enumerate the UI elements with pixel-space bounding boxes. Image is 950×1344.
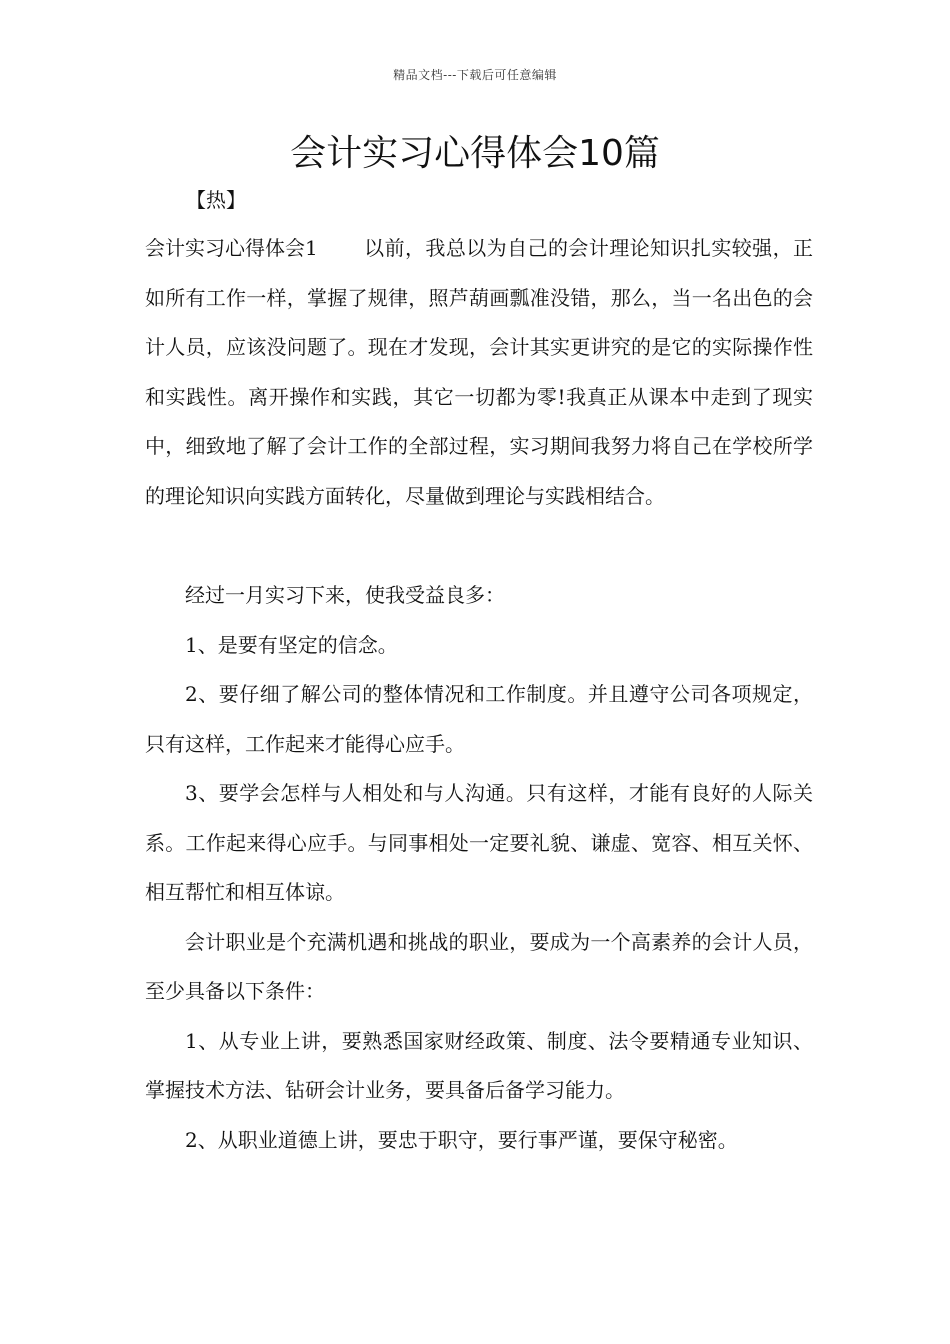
paragraph-condition-1: 1、从专业上讲，要熟悉国家财经政策、制度、法令要精通专业知识、掌握技术方法、钻研会计业务，要具备后备学习能力。 [145, 1028, 813, 1102]
paragraph-career-intro: 会计职业是个充满机遇和挑战的职业，要成为一个高素养的会计人员，至少具备以下条件： [145, 929, 813, 1003]
paragraph-point-2: 2、要仔细了解公司的整体情况和工作制度。并且遵守公司各项规定，只有这样，工作起来才能得心应手。 [145, 682, 813, 756]
intro-text: 以前，我总以为自己的会计理论知识扎实较强，正如所有工作一样，掌握了规律，照芦葫画瓢准没错，那么，当一名出色的会计人员，应该没问题了。现在才发现，会计其实更讲究的是它的实际操作性和实践性。离开操作和实践，其它一切都为零!我真正从课本中走到了现实中，细致地了解了会计工作的全部过程，实习期间我努力将自己在学校所学的理论知识向实践方面转化，尽量做到理论与实践相结合。 [145, 236, 813, 508]
intro-label: 会计实习心得体会1 [145, 236, 318, 260]
document-title: 会计实习心得体会10篇 [290, 133, 660, 174]
intro-paragraph [145, 224, 813, 521]
paragraph-condition-2: 2、从职业道德上讲，要忠于职守，要行事严谨，要保守秘密。 [185, 1127, 738, 1152]
paragraph-point-1: 1、是要有坚定的信念。 [185, 632, 398, 657]
document-body [145, 224, 813, 1165]
paragraph-benefits-intro: 经过一月实习下来，使我受益良多： [185, 583, 505, 607]
header-note: 精品文档---下载后可任意编辑 [393, 68, 557, 82]
paragraph-point-3: 3、要学会怎样与人相处和与人沟通。只有这样，才能有良好的人际关系。工作起来得心应手。与同事相处一定要礼貌、谦虚、宽容、相互关怀、相互帮忙和相互体谅。 [145, 781, 813, 904]
hot-tag: 【热】 [186, 188, 246, 212]
paragraph-spacer [145, 521, 813, 571]
